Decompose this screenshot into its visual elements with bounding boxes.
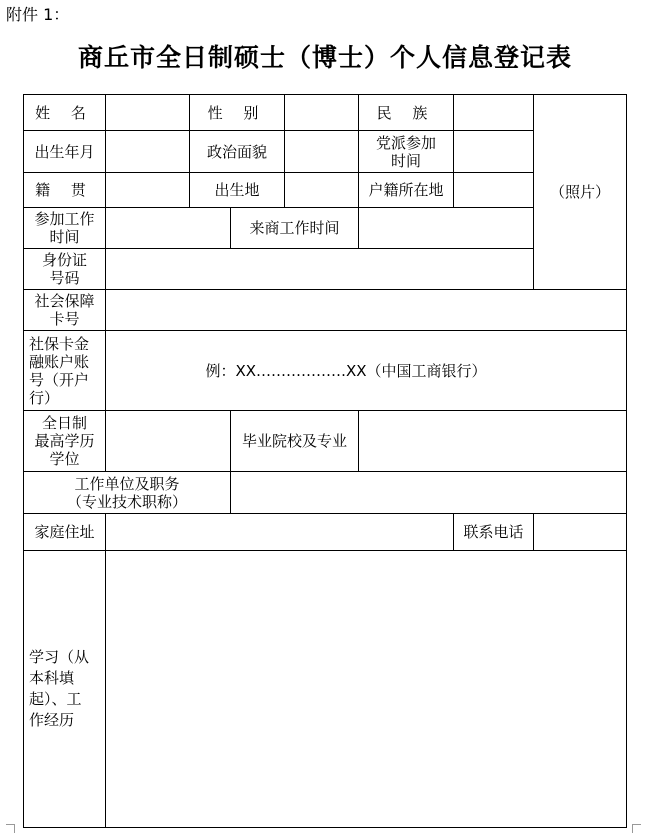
school-label: 毕业院校及专业: [230, 410, 359, 472]
attachment-label: 附件 1：: [6, 5, 70, 24]
party-time-field[interactable]: [453, 130, 534, 173]
shangqiu-work-label: 来商工作时间: [230, 207, 359, 249]
birth-label: 出生年月: [23, 130, 106, 173]
birthplace-field[interactable]: [284, 172, 359, 208]
ethnicity-field[interactable]: [453, 94, 534, 131]
name-label: 姓 名: [23, 94, 106, 131]
school-field[interactable]: [358, 410, 627, 472]
address-label: 家庭住址: [23, 513, 106, 551]
page-corner-mark: [632, 824, 641, 833]
phone-field[interactable]: [533, 513, 627, 551]
work-unit-field[interactable]: [230, 471, 627, 514]
photo-box[interactable]: （照片）: [533, 94, 627, 290]
id-label: 身份证 号码: [23, 248, 106, 290]
social-security-field[interactable]: [105, 289, 627, 331]
political-field[interactable]: [284, 130, 359, 173]
education-label: 全日制 最高学历 学位: [23, 410, 106, 472]
native-place-field[interactable]: [105, 172, 190, 208]
page-title: 商丘市全日制硕士（博士）个人信息登记表: [77, 43, 572, 72]
work-start-label: 参加工作 时间: [23, 207, 106, 249]
address-field[interactable]: [105, 513, 454, 551]
gender-field[interactable]: [284, 94, 359, 131]
ethnicity-label: 民 族: [358, 94, 454, 131]
birth-field[interactable]: [105, 130, 190, 173]
social-security-label: 社会保障 卡号: [23, 289, 106, 331]
work-start-field[interactable]: [105, 207, 231, 249]
household-field[interactable]: [453, 172, 534, 208]
work-unit-label: 工作单位及职务 （专业技术职称）: [23, 471, 231, 514]
native-place-label: 籍 贯: [23, 172, 106, 208]
name-field[interactable]: [105, 94, 190, 131]
education-field[interactable]: [105, 410, 231, 472]
phone-label: 联系电话: [453, 513, 534, 551]
party-time-label: 党派参加 时间: [358, 130, 454, 173]
history-label: 学习（从 本科填 起）、工 作经历: [23, 550, 106, 828]
id-field[interactable]: [105, 248, 534, 290]
political-label: 政治面貌: [189, 130, 285, 173]
gender-label: 性 别: [189, 94, 285, 131]
bank-account-field[interactable]: 例：XX………………XX（中国工商银行）: [105, 330, 627, 411]
birthplace-label: 出生地: [189, 172, 285, 208]
household-label: 户籍所在地: [358, 172, 454, 208]
bank-account-label: 社保卡金 融账户账 号（开户 行）: [23, 330, 106, 411]
history-field[interactable]: [105, 550, 627, 828]
shangqiu-work-field[interactable]: [358, 207, 534, 249]
page-corner-mark: [6, 824, 15, 833]
